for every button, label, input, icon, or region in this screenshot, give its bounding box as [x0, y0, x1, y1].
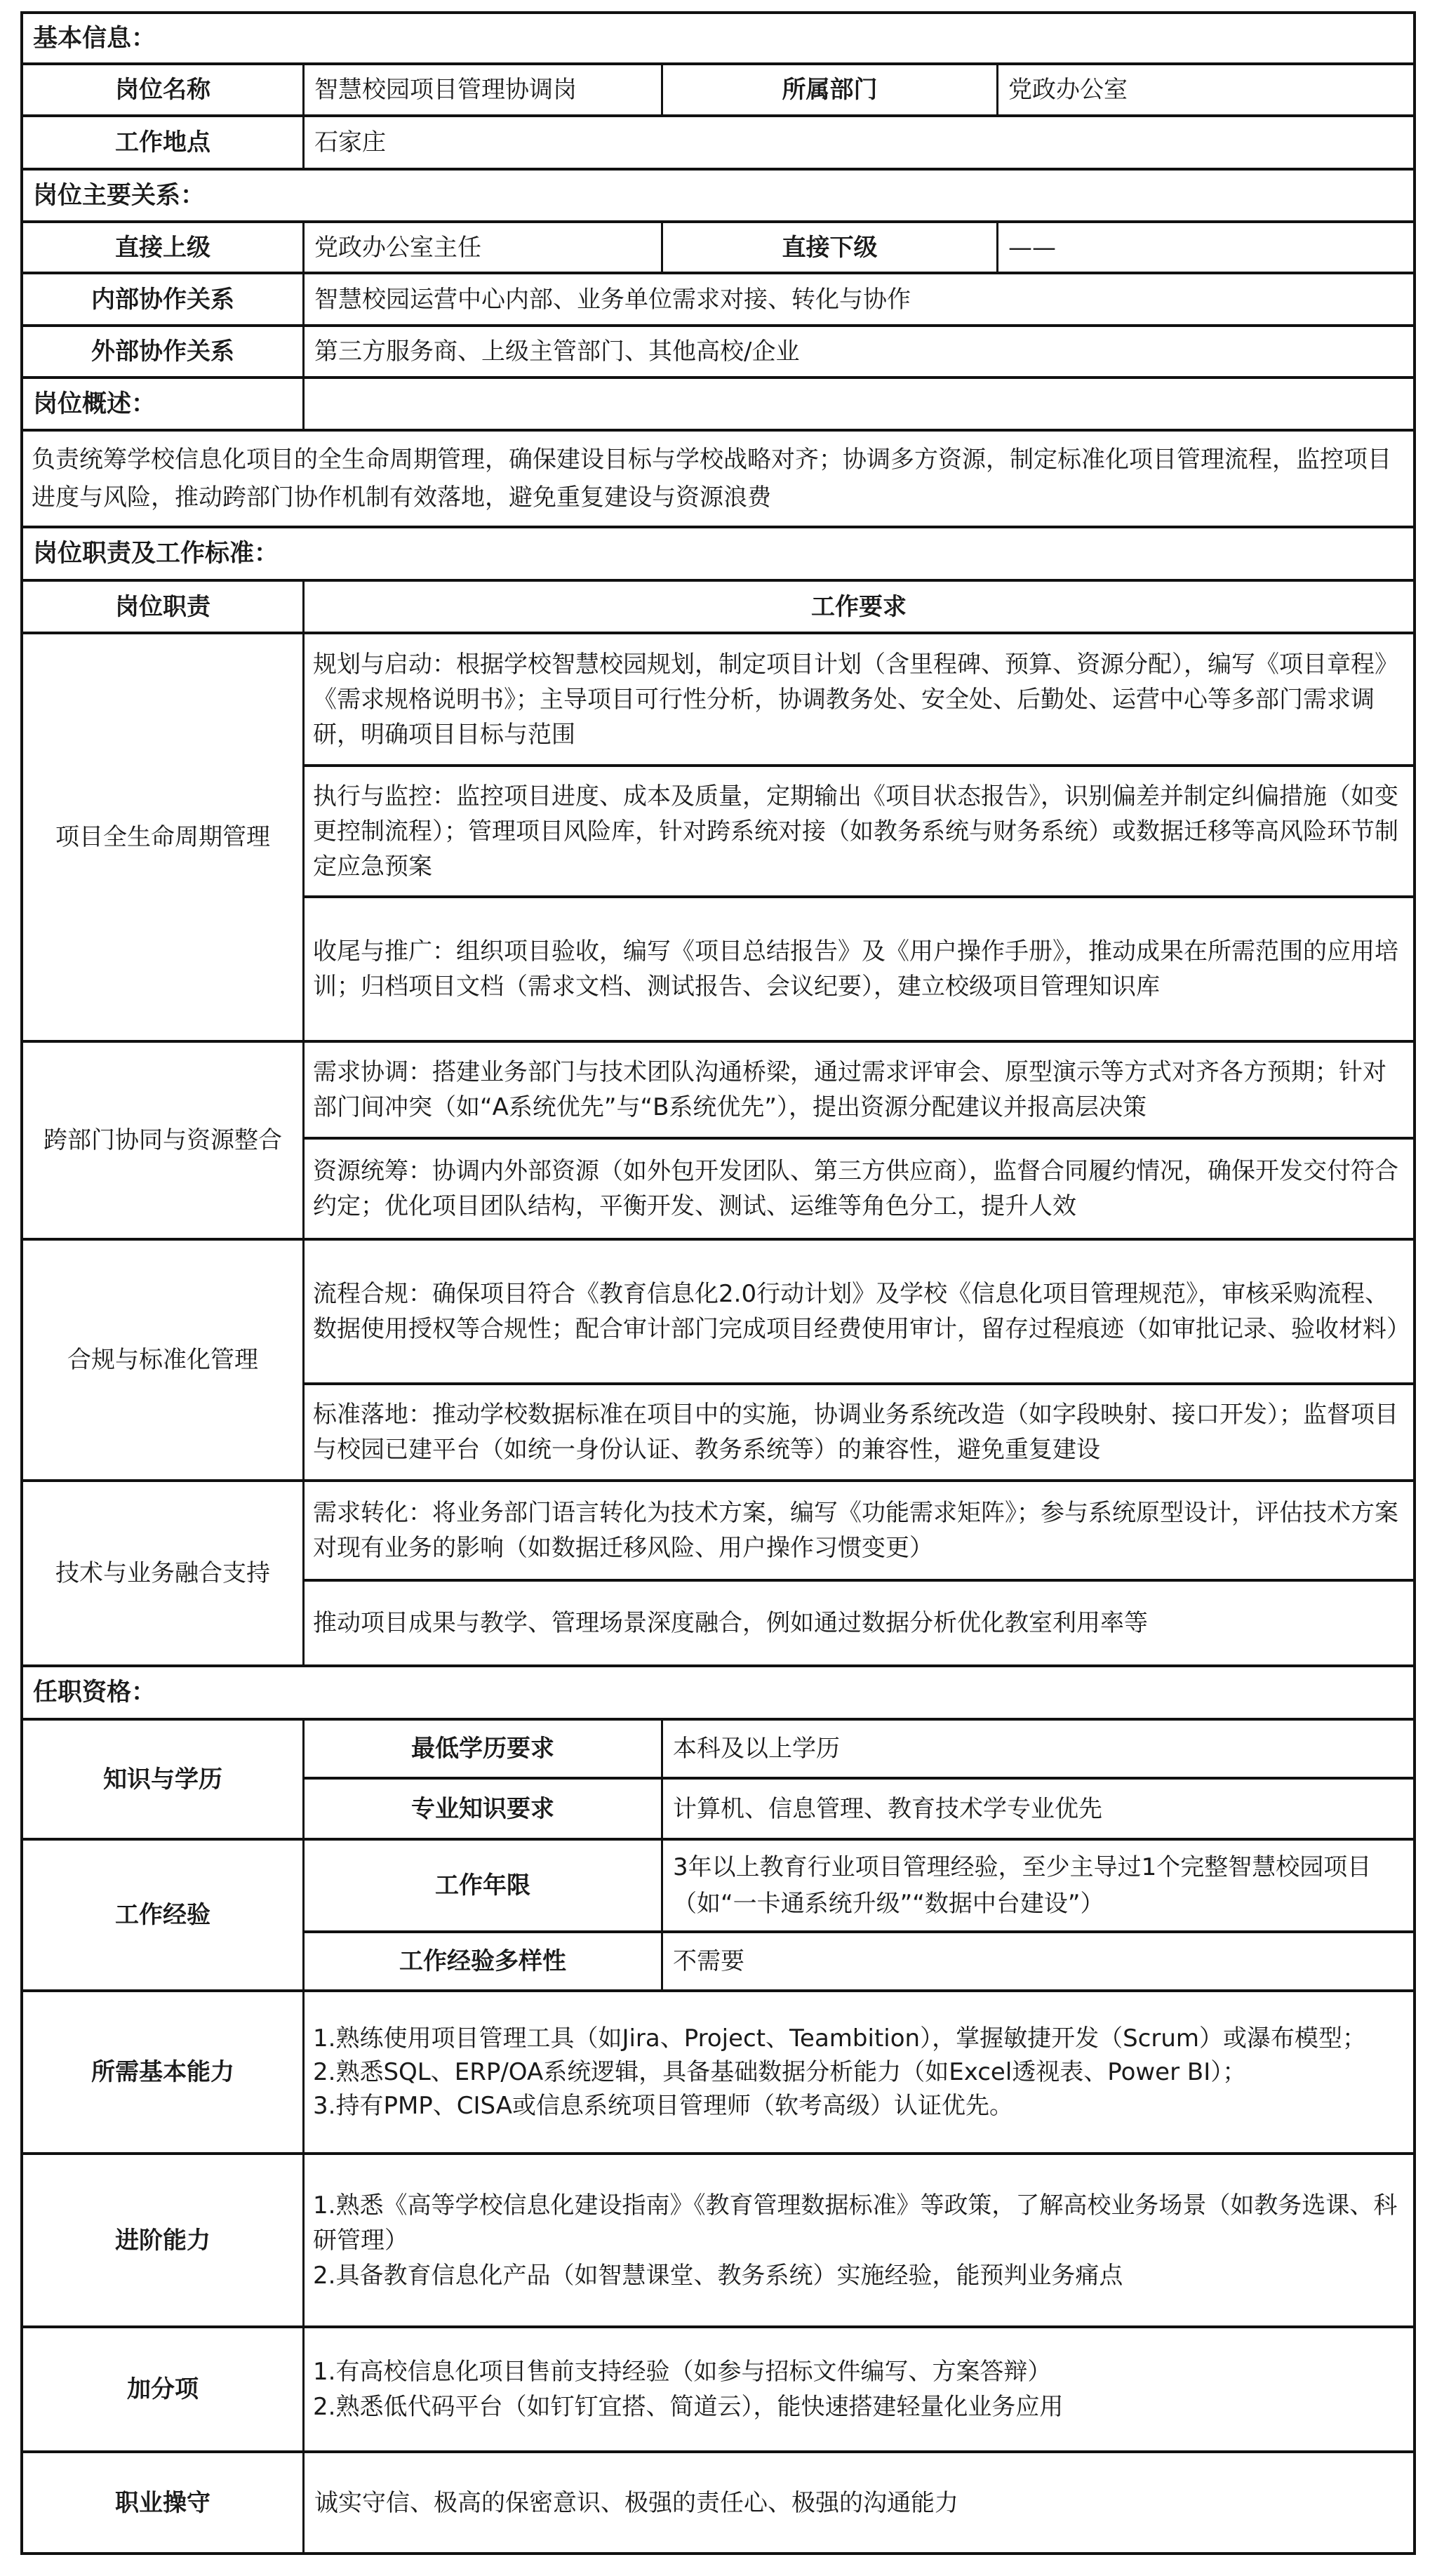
external-collab-label: 外部协作关系 — [91, 338, 234, 366]
major-label: 专业知识要求 — [411, 1794, 554, 1823]
knowledge-label: 知识与学历 — [103, 1765, 222, 1794]
min-education-value: 本科及以上学历 — [673, 1735, 840, 1763]
superior-value: 党政办公室主任 — [314, 233, 481, 262]
requirement-column-header: 工作要求 — [811, 592, 907, 621]
major-value: 计算机、信息管理、教育技术学专业优先 — [673, 1794, 1102, 1823]
ethics-label: 职业操守 — [115, 2488, 210, 2517]
ethics-text: 诚实守信、极高的保密意识、极强的责任心、极强的沟通能力 — [314, 2488, 958, 2517]
section-heading-qualifications: 任职资格： — [33, 1679, 156, 1707]
experience-label: 工作经验 — [115, 1901, 210, 1929]
duty-group-compliance: 合规与标准化管理 — [67, 1346, 258, 1374]
duty-requirement-item: 执行与监控：监控项目进度、成本及质量，定期输出《项目状态报告》，识别偏差并制定纠偏措施（如变更控制流程）；管理项目风险库，针对跨系统对接（如教务系统与财务系统）或数据迁移等高风险环节制定应急预案 — [313, 782, 1398, 881]
duty-column-header: 岗位职责 — [115, 592, 210, 621]
duty-requirement-item: 标准落地：推动学校数据标准在项目中的实施，协调业务系统改造（如字段映射、接口开发）；监督项目与校园已建平台（如统一身份认证、教务系统等）的兼容性，避免重复建设 — [313, 1401, 1398, 1464]
duty-requirement-item: 规划与启动：根据学校智慧校园规划，制定项目计划（含里程碑、预算、资源分配），编写《项目章程》《需求规格说明书》；主导项目可行性分析，协调教务处、安全处、后勤处、运营中心等多部门需求调研，明确项目目标与范围 — [313, 650, 1398, 749]
superior-label: 直接上级 — [115, 233, 210, 262]
section-heading-relations: 岗位主要关系： — [33, 181, 206, 210]
duty-group-lifecycle: 项目全生命周期管理 — [55, 823, 270, 851]
duty-requirement-item: 收尾与推广：组织项目验收，编写《项目总结报告》及《用户操作手册》，推动成果在所需范围的应用培训；归档项目文档（需求文档、测试报告、会议纪要），建立校级项目管理知识库 — [313, 937, 1398, 1001]
duty-requirement-item: 需求协调：搭建业务部门与技术团队沟通桥梁，通过需求评审会、原型演示等方式对齐各方预期；针对部门间冲突（如“A系统优先”与“B系统优先”），提出资源分配建议并报高层决策 — [313, 1058, 1386, 1121]
external-collab-value: 第三方服务商、上级主管部门、其他高校/企业 — [314, 338, 800, 366]
basic-ability-label: 所需基本能力 — [91, 2058, 234, 2086]
duty-requirement-item: 需求转化：将业务部门语言转化为技术方案，编写《功能需求矩阵》；参与系统原型设计，评估技术方案对现有业务的影响（如数据迁移风险、用户操作习惯变更） — [313, 1499, 1398, 1562]
section-heading-overview: 岗位概述： — [33, 389, 156, 418]
subordinate-value: —— — [1008, 233, 1056, 262]
section-heading-duties: 岗位职责及工作标准： — [33, 540, 279, 568]
years-label: 工作年限 — [435, 1871, 530, 1900]
min-education-label: 最低学历要求 — [411, 1735, 554, 1763]
location-label: 工作地点 — [115, 128, 210, 156]
basic-ability-text: 1.熟练使用项目管理工具（如Jira、Project、Teambition），掌握敏捷开发（Scrum）或瀑布模型； 2.熟悉SQL、ERP/OA系统逻辑，具备基础数据分析能力（如Excel透视表、Power BI）； 3.持有PMP、CISA或信息系统项目管理师（软考高级）认证优先。 — [313, 2024, 1366, 2120]
duty-requirement-item: 推动项目成果与教学、管理场景深度融合，例如通过数据分析优化教室利用率等 — [313, 1609, 1148, 1637]
internal-collab-value: 智慧校园运营中心内部、业务单位需求对接、转化与协作 — [314, 285, 911, 314]
experience-diversity-value: 不需要 — [673, 1947, 744, 1975]
duty-group-tech-business: 技术与业务融合支持 — [55, 1559, 270, 1587]
advanced-ability-text: 1.熟悉《高等学校信息化建设指南》《教育管理数据标准》等政策，了解高校业务场景（如教务选课、科研管理） 2.具备教育信息化产品（如智慧课堂、教务系统）实施经验，能预判业务痛点 — [313, 2191, 1398, 2290]
duty-requirement-item: 资源统筹：协调内外部资源（如外包开发团队、第三方供应商），监督合同履约情况，确保开发交付符合约定；优化项目团队结构，平衡开发、测试、运维等角色分工，提升人效 — [313, 1157, 1398, 1220]
department-label: 所属部门 — [782, 76, 878, 104]
experience-diversity-label: 工作经验多样性 — [399, 1947, 566, 1975]
subordinate-label: 直接下级 — [782, 233, 878, 262]
location-value: 石家庄 — [314, 128, 386, 156]
duty-requirement-item: 流程合规：确保项目符合《教育信息化2.0行动计划》及学校《信息化项目管理规范》，审核采购流程、数据使用授权等合规性；配合审计部门完成项目经费使用审计，留存过程痕迹（如审批记录、验收材料） — [313, 1280, 1410, 1343]
position-name-value: 智慧校园项目管理协调岗 — [314, 76, 577, 104]
bonus-label: 加分项 — [127, 2375, 199, 2403]
department-value: 党政办公室 — [1008, 76, 1128, 104]
years-value: 3年以上教育行业项目管理经验，至少主导过1个完整智慧校园项目（如“一卡通系统升级”“数据中台建设”） — [673, 1853, 1372, 1918]
overview-text: 负责统筹学校信息化项目的全生命周期管理，确保建设目标与学校战略对齐；协调多方资源，制定标准化项目管理流程，监控项目进度与风险，推动跨部门协作机制有效落地，避免重复建设与资源浪费 — [32, 446, 1391, 512]
bonus-text: 1.有高校信息化项目售前支持经验（如参与招标文件编写、方案答辩） 2.熟悉低代码平台（如钉钉宜搭、简道云），能快速搭建轻量化业务应用 — [313, 2358, 1064, 2421]
duty-group-cross-department: 跨部门协同与资源整合 — [44, 1126, 282, 1154]
position-name-label: 岗位名称 — [115, 76, 210, 104]
advanced-ability-label: 进阶能力 — [115, 2226, 210, 2255]
section-heading-basic-info: 基本信息： — [33, 24, 156, 53]
internal-collab-label: 内部协作关系 — [91, 285, 234, 314]
